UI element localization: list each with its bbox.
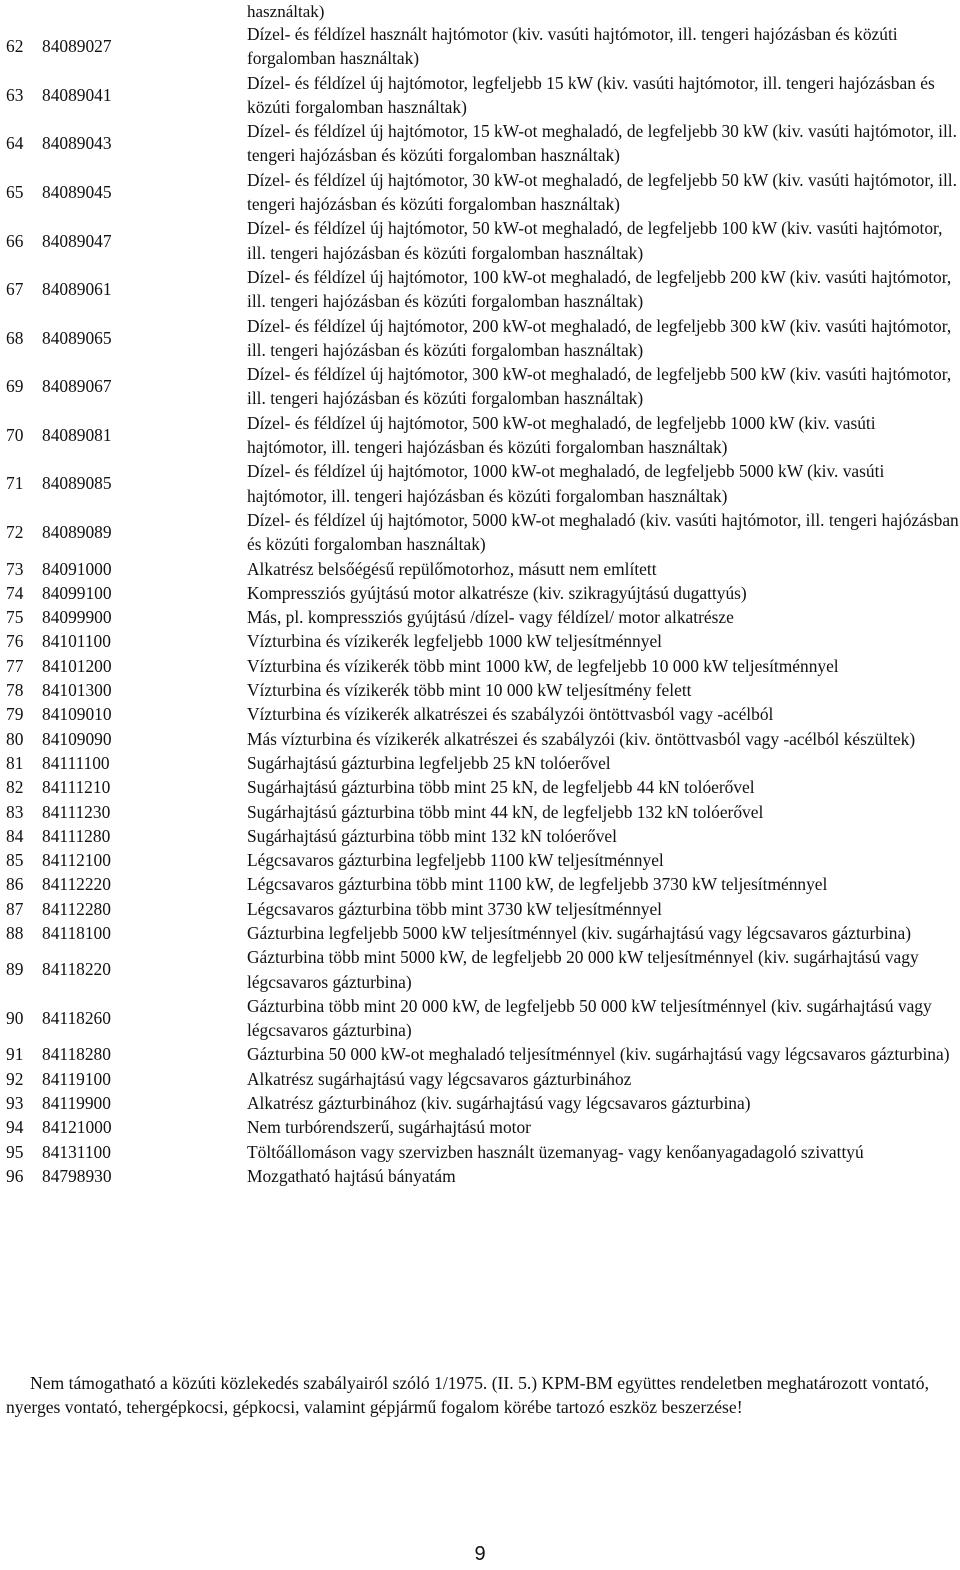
table-row (0, 557, 960, 581)
row-number: 77 (6, 655, 24, 676)
row-code: 84089045 (42, 181, 112, 202)
row-description: Dízel- és féldízel használt hajtómotor (kiv. vasúti hajtómotor, ill. tengeri hajózásban és közúti forgalomban használtak) (247, 24, 898, 69)
row-description: Mozgatható hajtású bányatám (247, 1165, 456, 1186)
row-description: Más, pl. kompressziós gyújtású /dízel- vagy féldízel/ motor alkatrésze (247, 607, 734, 628)
row-code: 84089047 (42, 230, 112, 251)
row-description: Vízturbina és vízikerék több mint 10 000 kW teljesítmény felett (247, 680, 692, 701)
row-description: Dízel- és féldízel új hajtómotor, 300 kW-ot meghaladó, de legfeljebb 500 kW (kiv. vasúti hajtómotor, ill. tengeri hajózásban és közúti forgalomban használtak) (247, 364, 952, 409)
row-number: 85 (6, 850, 24, 871)
table-row (0, 1140, 960, 1164)
row-description: Gázturbina 50 000 kW-ot meghaladó teljesítménnyel (kiv. sugárhajtású vagy légcsavaros gázturbina) (247, 1044, 950, 1065)
row-description: Dízel- és féldízel új hajtómotor, 50 kW-ot meghaladó, de legfeljebb 100 kW (kiv. vasúti hajtómotor, ill. tengeri hajózásban és közúti forgalomban használtak) (247, 218, 943, 263)
row-number: 79 (6, 704, 24, 725)
row-description: Légcsavaros gázturbina legfeljebb 1100 kW teljesítménnyel (247, 850, 664, 871)
row-description: Kompressziós gyújtású motor alkatrésze (kiv. szikragyújtású dugattyús) (247, 582, 747, 603)
row-code: 84131100 (42, 1141, 111, 1162)
row-code: 84121000 (42, 1117, 112, 1138)
table-row (0, 654, 960, 678)
row-number: 92 (6, 1068, 24, 1089)
row-code: 84111280 (42, 825, 111, 846)
table-row (0, 1091, 960, 1115)
row-code: 84089085 (42, 473, 112, 494)
row-description: Vízturbina és vízikerék több mint 1000 kW, de legfeljebb 10 000 kW teljesítménnyel (247, 655, 839, 676)
table-row (0, 581, 960, 605)
table-row (0, 314, 960, 363)
page-number: 9 (474, 1543, 486, 1565)
table-row (0, 921, 960, 945)
tariff-table (0, 22, 960, 1188)
row-code: 84109010 (42, 704, 112, 725)
row-description: Sugárhajtású gázturbina legfeljebb 25 kN tolóerővel (247, 752, 611, 773)
row-code: 84089081 (42, 424, 112, 445)
row-code: 84089065 (42, 327, 112, 348)
row-code: 84112280 (42, 898, 111, 919)
table-row (0, 168, 960, 217)
row-description: Sugárhajtású gázturbina több mint 44 kN, de legfeljebb 132 kN tolóerővel (247, 801, 764, 822)
row-number: 93 (6, 1093, 24, 1114)
table-row (0, 994, 960, 1043)
table-row (0, 945, 960, 994)
table-row (0, 897, 960, 921)
row-number: 75 (6, 607, 24, 628)
row-description: Sugárhajtású gázturbina több mint 25 kN, de legfeljebb 44 kN tolóerővel (247, 777, 755, 798)
row-description: Más vízturbina és vízikerék alkatrészei és szabályzói (kiv. öntöttvasból vagy -acélból készültek) (247, 728, 916, 749)
row-code: 84099900 (42, 607, 112, 628)
row-code: 84119100 (42, 1068, 111, 1089)
row-description: Dízel- és féldízel új hajtómotor, 1000 kW-ot meghaladó, de legfeljebb 5000 kW (kiv. vasúti hajtómotor, ill. tengeri hajózásban és közúti forgalomban használtak) (247, 461, 885, 506)
table-row (0, 1042, 960, 1066)
row-number: 66 (6, 230, 24, 251)
row-number: 86 (6, 874, 24, 895)
table-row (0, 216, 960, 265)
row-description: Nem turbórendszerű, sugárhajtású motor (247, 1117, 531, 1138)
row-number: 84 (6, 825, 24, 846)
row-description: Sugárhajtású gázturbina több mint 132 kN tolóerővel (247, 825, 617, 846)
row-number: 87 (6, 898, 24, 919)
row-description: Légcsavaros gázturbina több mint 3730 kW teljesítménnyel (247, 898, 663, 919)
row-code: 84111210 (42, 777, 111, 798)
table-row (0, 800, 960, 824)
row-description: Vízturbina és vízikerék alkatrészei és szabályzói öntöttvasból vagy -acélból (247, 704, 774, 725)
row-description: Gázturbina több mint 20 000 kW, de legfeljebb 50 000 kW teljesítménnyel (kiv. sugárhajtású vagy légcsavaros gázturbina) (247, 995, 932, 1041)
table-row (0, 605, 960, 629)
row-code: 84111100 (42, 752, 110, 773)
row-description: Alkatrész gázturbinához (kiv. sugárhajtású vagy légcsavaros gázturbina) (247, 1093, 751, 1114)
table-row (0, 872, 960, 896)
table-row (0, 775, 960, 799)
row-number: 63 (6, 84, 24, 105)
table-row (0, 71, 960, 120)
table-row (0, 22, 960, 71)
row-number: 82 (6, 777, 24, 798)
row-number: 78 (6, 680, 24, 701)
row-code: 84118260 (42, 1008, 111, 1029)
row-code: 84089043 (42, 133, 112, 154)
table-row (0, 751, 960, 775)
row-code: 84089089 (42, 522, 112, 543)
table-row (0, 508, 960, 557)
row-description: Gázturbina legfeljebb 5000 kW teljesítménnyel (kiv. sugárhajtású vagy légcsavaros gázturbina) (247, 922, 912, 943)
row-code: 84109090 (42, 728, 112, 749)
row-number: 72 (6, 522, 24, 543)
row-code: 84119900 (42, 1093, 111, 1114)
row-number: 68 (6, 327, 24, 348)
row-number: 74 (6, 582, 24, 603)
row-description: Dízel- és féldízel új hajtómotor, 5000 kW-ot meghaladó (kiv. vasúti hajtómotor, ill. tengeri hajózásban és közúti forgalomban használtak) (247, 509, 959, 555)
row-code: 84089027 (42, 36, 112, 57)
row-code: 84099100 (42, 582, 112, 603)
row-code: 84118280 (42, 1044, 111, 1065)
table-row (0, 678, 960, 702)
row-code: 84089067 (42, 376, 112, 397)
table-row (0, 1067, 960, 1091)
table-row (0, 265, 960, 314)
row-description: Gázturbina több mint 5000 kW, de legfeljebb 20 000 kW teljesítménnyel (kiv. sugárhajtású vagy légcsavaros gázturbina) (247, 947, 919, 992)
table-row (0, 702, 960, 726)
row-description: Vízturbina és vízikerék legfeljebb 1000 kW teljesítménnyel (247, 631, 662, 652)
continuation-text: használtak) (247, 2, 325, 21)
table-row (0, 848, 960, 872)
row-number: 96 (6, 1165, 24, 1186)
table-row (0, 362, 960, 411)
footer-note: Nem támogatható a közúti közlekedés szabályairól szóló 1/1975. (II. 5.) KPM-BM együttes rendeletben meghatározott vontató, nyerges vontató, tehergépkocsi, gépkocsi, valamint gépjármű fogalom körébe tartozó eszköz beszerzése! (6, 1373, 929, 1418)
row-code: 84798930 (42, 1165, 112, 1186)
row-number: 83 (6, 801, 24, 822)
row-number: 64 (6, 133, 24, 154)
row-description: Dízel- és féldízel új hajtómotor, 100 kW-ot meghaladó, de legfeljebb 200 kW (kiv. vasúti hajtómotor, ill. tengeri hajózásban és közúti forgalomban használtak) (247, 266, 952, 312)
row-code: 84101300 (42, 680, 112, 701)
row-number: 95 (6, 1141, 24, 1162)
row-code: 84101100 (42, 631, 111, 652)
row-code: 84111230 (42, 801, 111, 822)
row-description: Dízel- és féldízel új hajtómotor, legfeljebb 15 kW (kiv. vasúti hajtómotor, ill. tengeri hajózásban és közúti forgalomban használtak) (247, 72, 935, 117)
row-description: Töltőállomáson vagy szervizben használt üzemanyag- vagy kenőanyagadagoló szivattyú (247, 1141, 864, 1162)
row-code: 84089061 (42, 279, 112, 300)
row-number: 94 (6, 1117, 24, 1138)
table-row (0, 1115, 960, 1139)
table-row (0, 1164, 960, 1188)
row-code: 84101200 (42, 655, 112, 676)
table-row (0, 824, 960, 848)
row-description: Alkatrész belsőégésű repülőmotorhoz, másutt nem említett (247, 558, 657, 579)
row-number: 91 (6, 1044, 24, 1065)
row-number: 89 (6, 959, 24, 980)
row-number: 88 (6, 922, 24, 943)
row-description: Dízel- és féldízel új hajtómotor, 200 kW-ot meghaladó, de legfeljebb 300 kW (kiv. vasúti hajtómotor, ill. tengeri hajózásban és közúti forgalomban használtak) (247, 315, 952, 360)
table-row (0, 459, 960, 508)
row-description: Dízel- és féldízel új hajtómotor, 500 kW-ot meghaladó, de legfeljebb 1000 kW (kiv. vasúti hajtómotor, ill. tengeri hajózásban és közúti forgalomban használtak) (247, 412, 876, 458)
row-number: 80 (6, 728, 24, 749)
row-description: Dízel- és féldízel új hajtómotor, 15 kW-ot meghaladó, de legfeljebb 30 kW (kiv. vasúti hajtómotor, ill. tengeri hajózásban és közúti forgalomban használtak) (247, 121, 957, 166)
row-code: 84118220 (42, 959, 111, 980)
row-description: Dízel- és féldízel új hajtómotor, 30 kW-ot meghaladó, de legfeljebb 50 kW (kiv. vasúti hajtómotor, ill. tengeri hajózásban és közúti forgalomban használtak) (247, 169, 957, 215)
row-number: 71 (6, 473, 24, 494)
row-number: 62 (6, 36, 24, 57)
row-code: 84112220 (42, 874, 111, 895)
row-description: Légcsavaros gázturbina több mint 1100 kW, de legfeljebb 3730 kW teljesítménnyel (247, 874, 828, 895)
table-row (0, 629, 960, 653)
row-description: Alkatrész sugárhajtású vagy légcsavaros gázturbinához (247, 1068, 632, 1089)
table-row (0, 119, 960, 168)
row-code: 84089041 (42, 84, 112, 105)
table-row (0, 727, 960, 751)
row-number: 73 (6, 558, 24, 579)
row-code: 84112100 (42, 850, 111, 871)
row-number: 76 (6, 631, 24, 652)
row-number: 69 (6, 376, 24, 397)
table-row (0, 411, 960, 460)
row-number: 70 (6, 424, 24, 445)
row-number: 90 (6, 1008, 24, 1029)
row-code: 84091000 (42, 558, 112, 579)
row-number: 67 (6, 279, 24, 300)
row-number: 81 (6, 752, 24, 773)
row-code: 84118100 (42, 922, 111, 943)
row-number: 65 (6, 181, 24, 202)
